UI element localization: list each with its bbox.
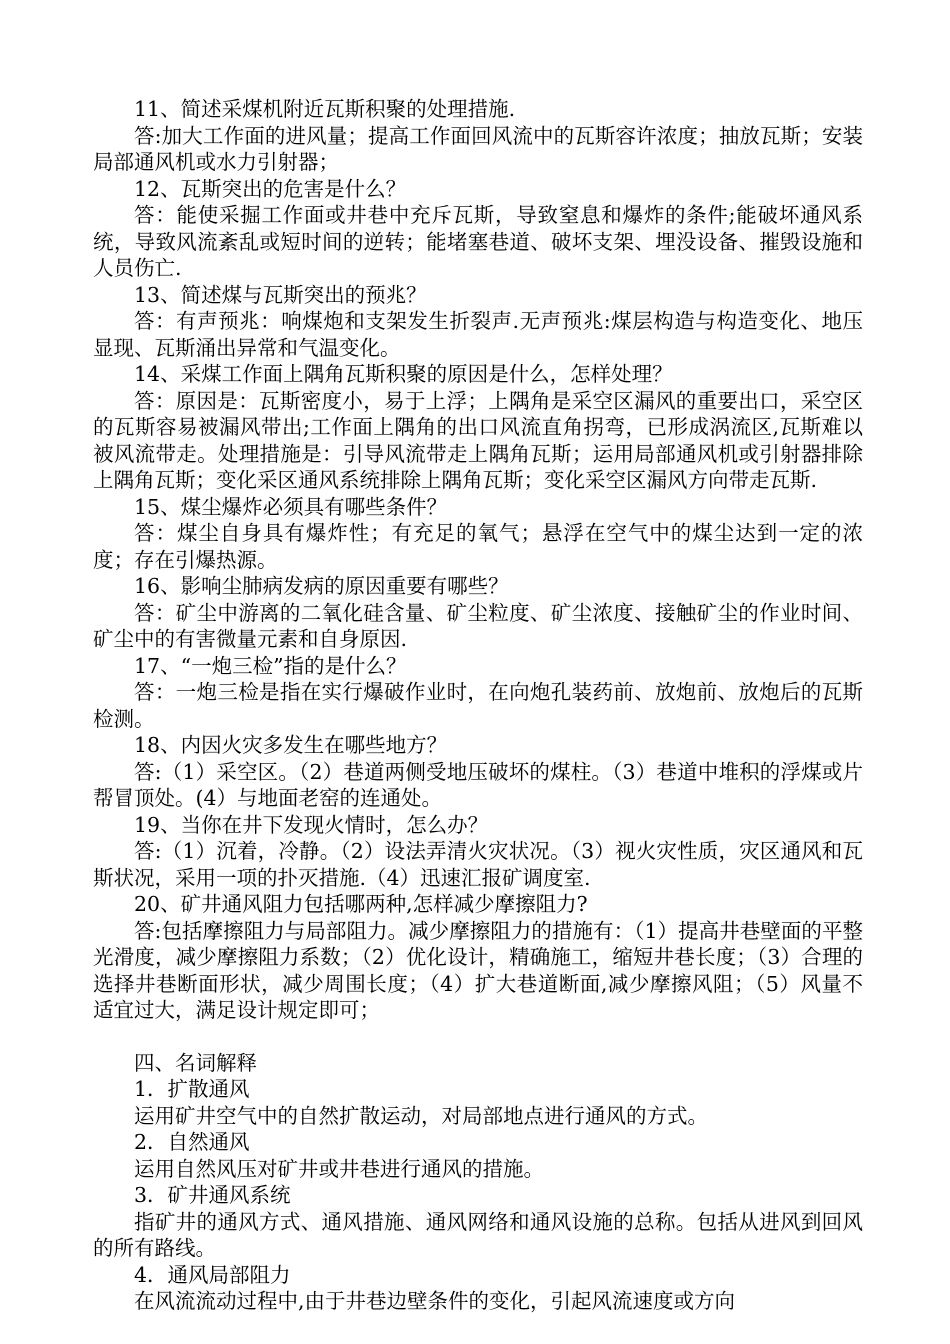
question-16: 16、影响尘肺病发病的原因重要有哪些？: [134, 574, 509, 598]
answer-17: 答：一炮三检是指在实行爆破作业时，在向炮孔装药前、放炮前、放炮后的瓦斯检测。: [93, 680, 863, 731]
answer-12: 答：能使采掘工作面或井巷中充斥瓦斯，导致窒息和爆炸的条件;能破坏通风系统，导致风流紊乱或短时间的逆转；能堵塞巷道、破坏支架、埋没设备、摧毁设施和人员伤亡.: [93, 203, 863, 280]
term-2-title: 2．自然通风: [134, 1130, 250, 1154]
term-1-title: 1．扩散通风: [134, 1077, 250, 1101]
document-body: [93, 96, 863, 1315]
question-13: 13、简述煤与瓦斯突出的预兆？: [134, 282, 427, 307]
question-18: 18、内因火灾多发生在哪些地方？: [134, 733, 448, 757]
answer-19: 答:（1）沉着，冷静。（2）设法弄清火灾状况。（3）视火灾性质，灾区通风和瓦斯状况，采用一项的扑灭措施.（4）迅速汇报矿调度室.: [93, 839, 863, 890]
question-17: 17、“一炮三检”指的是什么？: [134, 653, 407, 678]
question-12: 12、瓦斯突出的危害是什么？: [134, 176, 407, 201]
term-4-definition: 在风流流动过程中,由于井巷边壁条件的变化，引起风流速度或方向: [134, 1289, 736, 1313]
question-11: 11、简述采煤机附近瓦斯积聚的处理措施.: [134, 97, 516, 121]
answer-13: 答：有声预兆：响煤炮和支架发生折裂声.无声预兆:煤层构造与构造变化、地压显现、瓦斯涌出异常和气温变化。: [93, 309, 863, 360]
section-heading: 四、名词解释: [134, 1050, 257, 1075]
term-2-definition: 运用自然风压对矿井或井巷进行通风的措施。: [134, 1156, 544, 1181]
term-3-title: 3．矿井通风系统: [134, 1183, 291, 1207]
section-spacer: [93, 1024, 863, 1050]
question-20: 20、矿井通风阻力包括哪两种,怎样减少摩擦阻力?: [134, 892, 588, 916]
answer-11: 答:加大工作面的进风量；提高工作面回风流中的瓦斯容许浓度；抽放瓦斯；安装局部通风机或水力引射器；: [93, 123, 863, 174]
term-1-definition: 运用矿井空气中的自然扩散运动，对局部地点进行通风的方式。: [134, 1103, 708, 1128]
question-15: 15、煤尘爆炸必须具有哪些条件？: [134, 494, 448, 519]
answer-15: 答：煤尘自身具有爆炸性；有充足的氧气；悬浮在空气中的煤尘达到一定的浓度；存在引爆热源。: [93, 521, 863, 572]
term-4-title: 4．通风局部阻力: [134, 1262, 291, 1287]
question-19: 19、当你在井下发现火情时，怎么办？: [134, 812, 489, 837]
answer-20: 答:包括摩擦阻力与局部阻力。减少摩擦阻力的措施有：（1）提高井巷壁面的平整光滑度，减少摩擦阻力系数；（2）优化设计，精确施工，缩短井巷长度；（3）合理的选择井巷断面形状，减少周围长度；（4）扩大巷道断面,减少摩擦风阻；（5）风量不适宜过大，满足设计规定即可；: [93, 918, 863, 1022]
question-14: 14、采煤工作面上隅角瓦斯积聚的原因是什么，怎样处理？: [134, 362, 673, 386]
term-3-definition: 指矿井的通风方式、通风措施、通风网络和通风设施的总称。包括从进风到回风的所有路线。: [93, 1209, 863, 1260]
answer-16: 答：矿尘中游离的二氧化硅含量、矿尘粒度、矿尘浓度、接触矿尘的作业时间、矿尘中的有害微量元素和自身原因.: [93, 600, 863, 651]
answer-18: 答:（1）采空区。（2）巷道两侧受地压破坏的煤柱。（3）巷道中堆积的浮煤或片帮冒顶处。(4）与地面老窑的连通处。: [93, 759, 863, 810]
answer-14: 答：原因是：瓦斯密度小，易于上浮；上隅角是采空区漏风的重要出口，采空区的瓦斯容易被漏风带出;工作面上隅角的出口风流直角拐弯，已形成涡流区,瓦斯难以被风流带走。处理措施是：引导风流带走上隅角瓦斯；运用局部通风机或引射器排除上隅角瓦斯；变化采区通风系统排除上隅角瓦斯；变化采空区漏风方向带走瓦斯.: [93, 388, 863, 492]
